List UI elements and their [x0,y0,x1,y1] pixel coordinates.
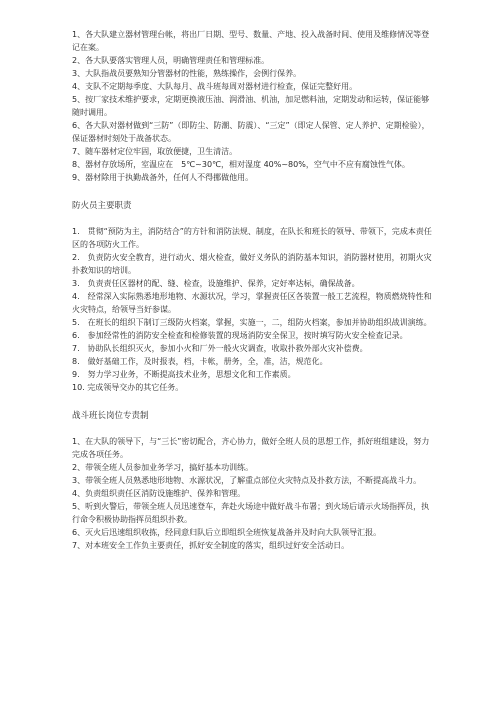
leader-item-1: 1、在大队的领导下，与“三长”密切配合，齐心协力，做好全班人员的思想工作，抓好班组建设，努力完成各项任务。 [72,437,430,459]
duty-item-10: 10. 完成领导交办的其它任务。 [72,383,184,392]
rule-item-9: 9、器材除用于执勤战备外，任何人不得挪做他用。 [72,173,254,182]
duty-item-8: 8. 做好基础工作，及时报表，档，卡帐，册务，全，准，洁，规范化。 [72,357,328,366]
leader-item-4: 4、负责组织责任区消防设施维护、保养和管理。 [72,489,246,498]
leader-item-5: 5、听到火警后，带领全班人员迅速登车，奔赴火场途中做好战斗布署；到火场后请示火场指挥员，执行命令积极协助指挥员组织扑救。 [72,502,430,524]
duty-item-9: 9. 努力学习业务，不断提高技术业务，思想文化和工作素质。 [72,370,296,379]
duty-item-2: 2. 负责防火安全教育，进行动火、烟火检查，做好义务队的消防基本知识，消防器材使用，初期火灾扑救知识的培训。 [72,253,432,275]
duty-item-1: 1. 贯彻“预防为主，消防结合”的方针和消防法规、制度，在队长和班长的领导、带领下，完成本责任区的各项防火工作。 [72,227,432,249]
fire-prevention-duties-section [72,200,434,394]
leader-item-3: 3、带领全班人员熟悉地形地物、水源状况，了解重点部位火灾特点及扑救方法，不断提高战斗力。 [72,476,422,485]
rule-item-7: 7、随车器材定位牢固，取放便捷，卫生清洁。 [72,147,238,156]
duty-item-7: 7. 协助队长组织灭火，参加小火和厂外一般火灾调查，收取扑救外部火灾补偿费。 [72,344,368,353]
document-body [72,28,434,552]
leader-item-2: 2、带领全班人员参加业务学习，搞好基本功训练。 [72,463,254,472]
rule-item-1: 1、各大队建立器材管理台帐，将出厂日期、型号、数量、产地、投入战备时间、使用及维修情况等登记在案。 [72,30,430,52]
rule-item-2: 2、各大队要落实管理人员，明确管理责任和管理标准。 [72,56,270,65]
rule-item-3: 3、大队指战员要熟知分管器材的性能，熟练操作，会例行保养。 [72,69,302,78]
section-heading: 战斗班长岗位专责制 [72,411,149,421]
equipment-management-section [72,28,434,184]
rule-item-8: 8、器材存放场所，室温应在 5℃~30℃，相对湿度 40%~80%，空气中不应有腐蚀性气体。 [72,160,410,169]
squad-leader-duties-section [72,410,434,552]
duty-item-5: 5. 在班长的组织下制订三级防火档案，掌握，实施一，二，组防火档案，参加并协助组织战训演练。 [72,318,432,327]
duty-item-3: 3. 负责责任区器材的配、缝、检查，设施维护、保养，定好率达标，确保战备。 [72,279,360,288]
duty-item-6: 6. 参加经常性的消防安全检查和检修装置的现场消防安全保卫，按时填写防火安全检查记录。 [72,331,408,340]
leader-item-7: 7、对本班安全工作负主要责任，抓好安全制度的落实，组织过好安全活动日。 [72,541,350,550]
rule-item-6: 6、各大队对器材做到“三防”（即防尘、防潮、防震）、“三定”（即定人保管、定人养护、定期检验），保证器材时刻处于战备状态。 [72,121,430,143]
rule-item-5: 5、按厂家技术维护要求，定期更换液压油、润滑油、机油，加足燃料油，定期发动和运转，保证能够随时调用。 [72,95,430,117]
duty-item-4: 4. 经常深入实际熟悉地形地物、水源状况，学习，掌握责任区各装置一般工艺流程，物质燃烧特性和火灾特点，给领导当好参谋。 [72,292,432,314]
section-heading: 防火员主要职责 [72,201,132,211]
rule-item-4: 4、支队不定期每季度、大队每月、战斗班每周对器材进行检查，保证完整好用。 [72,82,358,91]
leader-item-6: 6、灭火后迅速组织收拣，经同意归队后立即组织全班恢复战备并及时向大队领导汇报。 [72,528,382,537]
